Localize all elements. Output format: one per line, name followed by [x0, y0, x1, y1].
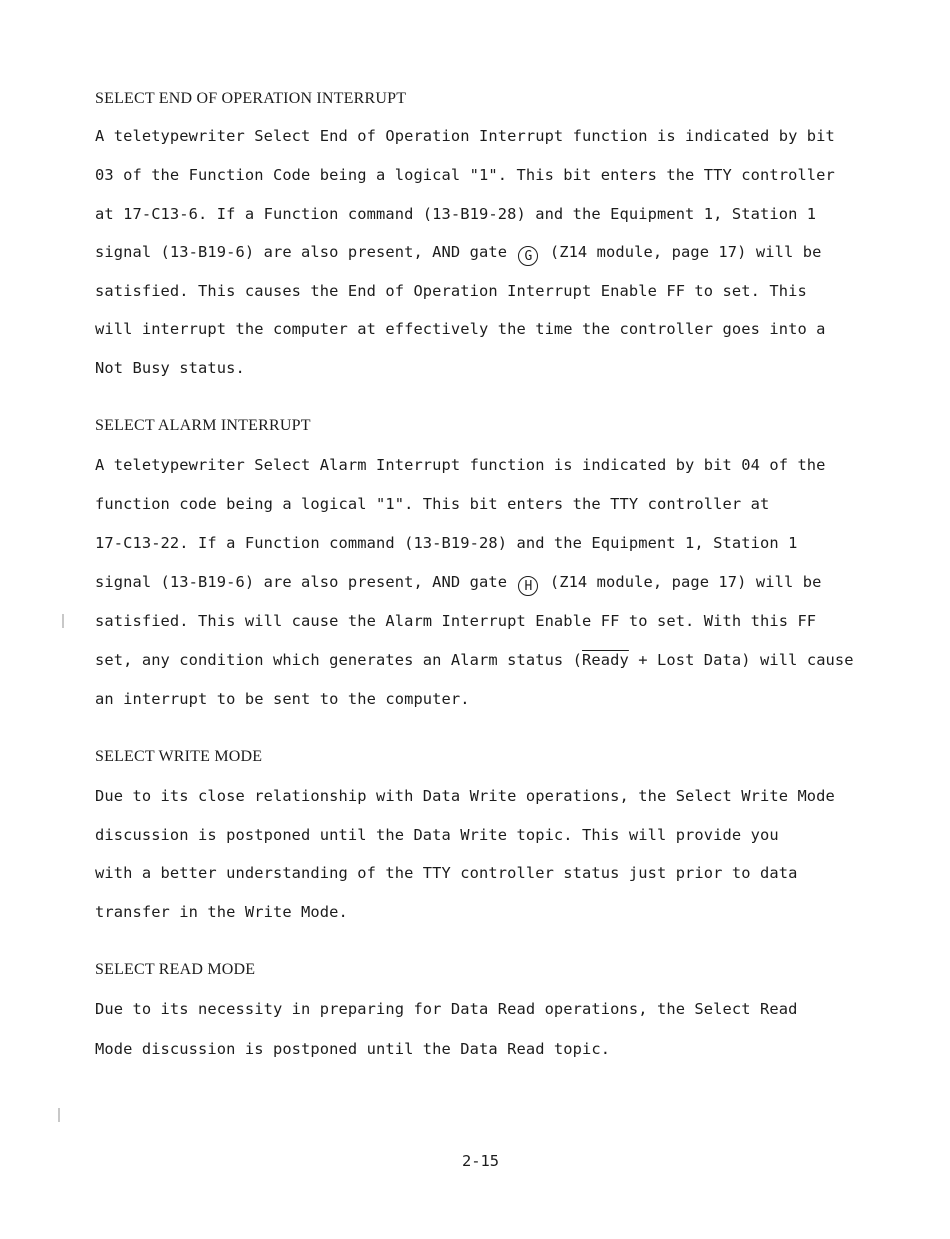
line-text: (Z14 module, page 17) will be [540, 243, 822, 261]
section-heading-alarm-interrupt: SELECT ALARM INTERRUPT [95, 417, 311, 434]
paragraph-line: with a better understanding of the TTY controller status just prior to data [95, 864, 798, 882]
paragraph-line: A teletypewriter Select Alarm Interrupt function is indicated by bit 04 of the [95, 456, 826, 474]
section-heading-read-mode: SELECT READ MODE [95, 961, 256, 978]
scan-mark [58, 1108, 60, 1122]
paragraph-line: at 17-C13-6. If a Function command (13-B19-28) and the Equipment 1, Station 1 [95, 205, 817, 223]
paragraph-line: Due to its necessity in preparing for Data Read operations, the Select Read [95, 1000, 798, 1018]
paragraph-line: 17-C13-22. If a Function command (13-B19-28) and the Equipment 1, Station 1 [95, 534, 798, 552]
paragraph-line: Due to its close relationship with Data Write operations, the Select Write Mode [95, 787, 835, 805]
section-heading-write-mode: SELECT WRITE MODE [95, 748, 263, 765]
paragraph-line: function code being a logical "1". This bit enters the TTY controller at [95, 495, 770, 513]
line-text: (Z14 module, page 17) will be [540, 573, 822, 591]
paragraph-line: will interrupt the computer at effectively the time the controller goes into a [95, 320, 826, 338]
paragraph-line [95, 573, 821, 596]
paragraph-line: an interrupt to be sent to the computer. [95, 690, 470, 708]
overlined-signal-ready: Ready [582, 651, 629, 669]
paragraph-line: transfer in the Write Mode. [95, 903, 348, 921]
paragraph-line: A teletypewriter Select End of Operation Interrupt function is indicated by bit [95, 127, 835, 145]
paragraph-line: Mode discussion is postponed until the Data Read topic. [95, 1040, 611, 1058]
paragraph-line: discussion is postponed until the Data Write topic. This will provide you [95, 826, 779, 844]
circled-letter-h: H [518, 576, 538, 596]
paragraph-line: 03 of the Function Code being a logical "1". This bit enters the TTY controller [95, 166, 835, 184]
section-heading-end-of-operation: SELECT END OF OPERATION INTERRUPT [95, 90, 407, 107]
paragraph-line: satisfied. This causes the End of Operation Interrupt Enable FF to set. This [95, 282, 807, 300]
line-text: signal (13-B19-6) are also present, AND gate [95, 243, 517, 261]
circled-letter-g: G [518, 246, 538, 266]
line-text: + Lost Data) will cause [628, 651, 854, 669]
paragraph-line [95, 243, 821, 266]
paragraph-line: satisfied. This will cause the Alarm Interrupt Enable FF to set. With this FF [95, 612, 817, 630]
line-text: set, any condition which generates an Alarm status ( [95, 651, 583, 669]
paragraph-line: Not Busy status. [95, 359, 245, 377]
line-text: signal (13-B19-6) are also present, AND gate [95, 573, 517, 591]
page-number: 2-15 [462, 1152, 500, 1170]
paragraph-line [95, 651, 854, 669]
scan-mark [62, 614, 64, 628]
